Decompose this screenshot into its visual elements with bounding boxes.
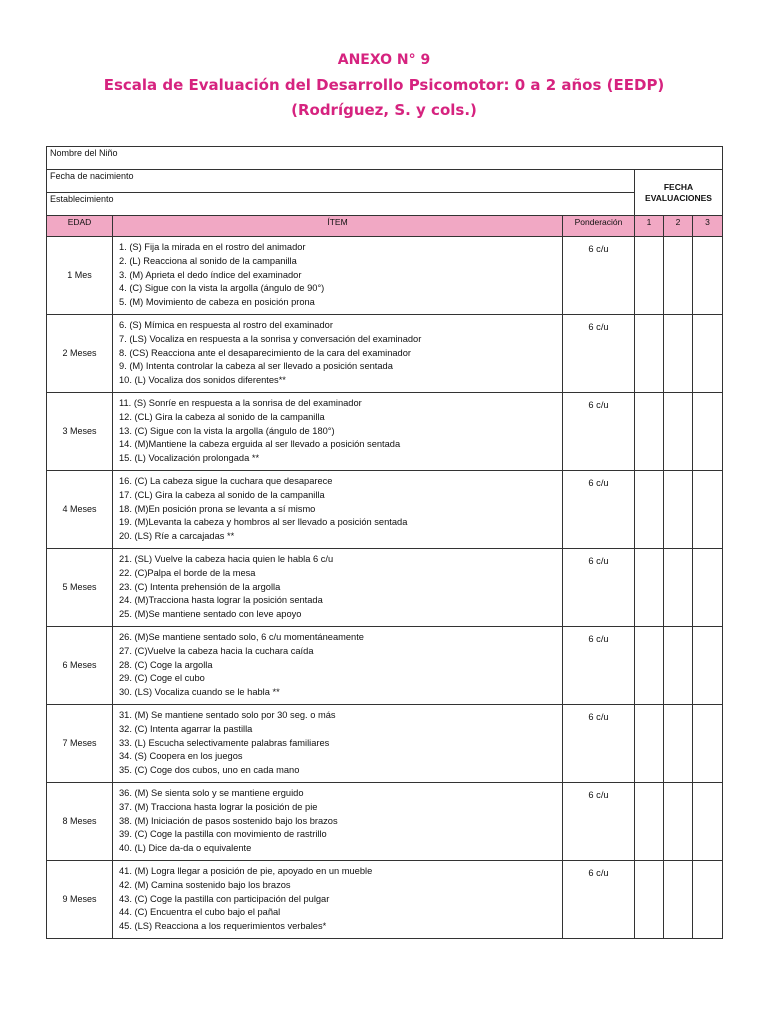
item-text: 17. (CL) Gira la cabeza al sonido de la campanilla: [119, 489, 325, 500]
weight-cell: 6 c/u: [563, 861, 635, 939]
items-cell: [113, 471, 563, 549]
evaluation-3-cell[interactable]: [693, 627, 723, 705]
item-text: 44. (C) Encuentra el cubo bajo el pañal: [119, 907, 281, 918]
item-text: 18. (M)En posición prona se levanta a sí mismo: [119, 503, 316, 514]
child-name-label: Nombre del Niño: [50, 148, 118, 158]
item-text: 12. (CL) Gira la cabeza al sonido de la campanilla: [119, 411, 325, 422]
item-text: 23. (C) Intenta prehensión de la argolla: [119, 581, 281, 592]
item-text: 20. (LS) Ríe a carcajadas **: [119, 531, 235, 542]
item-text: 31. (M) Se mantiene sentado solo por 30 seg. o más: [119, 710, 336, 720]
column-header-row: [47, 216, 723, 237]
evaluation-3-cell[interactable]: [693, 705, 723, 783]
items-cell: [113, 627, 563, 705]
birth-date-field[interactable]: [47, 170, 635, 193]
weight-cell: 6 c/u: [563, 627, 635, 705]
evaluation-1-cell[interactable]: [635, 549, 664, 627]
age-cell: 1 Mes: [47, 237, 113, 315]
item-column-header: ÍTEM: [113, 216, 563, 237]
items-cell: [113, 861, 563, 939]
item-text: 26. (M)Se mantiene sentado solo, 6 c/u momentáneamente: [119, 632, 364, 642]
child-name-field[interactable]: [47, 147, 723, 170]
evaluation-3-cell[interactable]: [693, 393, 723, 471]
item-text: 29. (C) Coge el cubo: [119, 673, 205, 684]
establishment-label: Establecimiento: [50, 194, 114, 204]
item-text: 16. (C) La cabeza sigue la cuchara que desaparece: [119, 476, 333, 486]
item-text: 6. (S) Mímica en respuesta al rostro del examinador: [119, 320, 333, 330]
item-text: 8. (CS) Reacciona ante el desaparecimiento de la cara del examinador: [119, 347, 411, 358]
evaluation-2-cell[interactable]: [664, 237, 693, 315]
scale-authors: (Rodríguez, S. y cols.): [291, 101, 477, 119]
evaluation-1-cell[interactable]: [635, 783, 664, 861]
age-group-row: [47, 549, 723, 627]
item-text: 1. (S) Fija la mirada en el rostro del animador: [119, 242, 306, 252]
items-cell: [113, 315, 563, 393]
age-group-row: [47, 861, 723, 939]
weight-cell: 6 c/u: [563, 237, 635, 315]
weight-cell: 6 c/u: [563, 393, 635, 471]
age-group-row: [47, 315, 723, 393]
item-text: 33. (L) Escucha selectivamente palabras familiares: [119, 737, 330, 748]
establishment-field[interactable]: [47, 193, 635, 216]
item-text: 25. (M)Se mantiene sentado con leve apoyo: [119, 609, 302, 620]
evaluation-3-cell[interactable]: [693, 861, 723, 939]
evaluation-3-cell[interactable]: [693, 549, 723, 627]
item-text: 40. (L) Dice da-da o equivalente: [119, 843, 252, 854]
eedp-table: [46, 146, 723, 939]
age-column-header: EDAD: [47, 216, 113, 237]
age-cell: 2 Meses: [47, 315, 113, 393]
weight-cell: 6 c/u: [563, 315, 635, 393]
evaluation-1-cell[interactable]: [635, 393, 664, 471]
eval-2-column-header: 2: [664, 216, 693, 237]
evaluation-2-cell[interactable]: [664, 315, 693, 393]
scale-title: Escala de Evaluación del Desarrollo Psicomotor: 0 a 2 años (EEDP): [103, 76, 665, 94]
evaluation-1-cell[interactable]: [635, 705, 664, 783]
item-text: 11. (S) Sonríe en respuesta a la sonrisa de del examinador: [119, 398, 362, 408]
evaluation-2-cell[interactable]: [664, 549, 693, 627]
age-group-row: [47, 627, 723, 705]
items-cell: [113, 237, 563, 315]
evaluation-3-cell[interactable]: [693, 237, 723, 315]
item-text: 14. (M)Mantiene la cabeza erguida al ser llevado a posición sentada: [119, 439, 401, 450]
item-text: 13. (C) Sigue con la vista la argolla (ángulo de 180°): [119, 425, 335, 436]
evaluation-dates-header: FECHA EVALUACIONES: [635, 170, 723, 216]
item-text: 36. (M) Se sienta solo y se mantiene erguido: [119, 788, 304, 798]
annex-title: ANEXO N° 9: [337, 52, 431, 68]
item-text: 5. (M) Movimiento de cabeza en posición prona: [119, 297, 315, 308]
age-cell: 7 Meses: [47, 705, 113, 783]
weight-cell: 6 c/u: [563, 471, 635, 549]
eval-1-column-header: 1: [635, 216, 664, 237]
items-cell: [113, 393, 563, 471]
evaluation-1-cell[interactable]: [635, 471, 664, 549]
age-cell: 9 Meses: [47, 861, 113, 939]
evaluation-1-cell[interactable]: [635, 315, 664, 393]
evaluation-2-cell[interactable]: [664, 705, 693, 783]
item-text: 28. (C) Coge la argolla: [119, 659, 213, 670]
evaluation-2-cell[interactable]: [664, 783, 693, 861]
item-text: 4. (C) Sigue con la vista la argolla (ángulo de 90°): [119, 283, 325, 294]
evaluation-3-cell[interactable]: [693, 315, 723, 393]
weight-cell: 6 c/u: [563, 783, 635, 861]
evaluation-3-cell[interactable]: [693, 471, 723, 549]
item-text: 7. (LS) Vocaliza en respuesta a la sonrisa y conversación del examinador: [119, 333, 422, 344]
item-text: 24. (M)Tracciona hasta lograr la posición sentada: [119, 595, 323, 606]
evaluation-1-cell[interactable]: [635, 627, 664, 705]
item-text: 45. (LS) Reacciona a los requerimientos verbales*: [119, 921, 327, 932]
item-text: 22. (C)Palpa el borde de la mesa: [119, 567, 256, 578]
item-text: 30. (LS) Vocaliza cuando se le habla **: [119, 687, 280, 698]
age-group-row: [47, 783, 723, 861]
evaluation-1-cell[interactable]: [635, 861, 664, 939]
evaluation-1-cell[interactable]: [635, 237, 664, 315]
items-cell: [113, 549, 563, 627]
item-text: 15. (L) Vocalización prolongada **: [119, 453, 260, 464]
item-text: 37. (M) Tracciona hasta lograr la posición de pie: [119, 801, 318, 812]
item-text: 3. (M) Aprieta el dedo índice del examinador: [119, 269, 302, 280]
items-cell: [113, 705, 563, 783]
item-text: 34. (S) Coopera en los juegos: [119, 751, 243, 762]
item-text: 39. (C) Coge la pastilla con movimiento de rastrillo: [119, 829, 327, 840]
item-text: 19. (M)Levanta la cabeza y hombros al ser llevado a posición sentada: [119, 517, 408, 528]
age-cell: 3 Meses: [47, 393, 113, 471]
age-group-row: [47, 237, 723, 315]
items-cell: [113, 783, 563, 861]
evaluation-2-cell[interactable]: [664, 471, 693, 549]
evaluation-2-cell[interactable]: [664, 627, 693, 705]
weight-column-header: Ponderación: [563, 216, 635, 237]
item-text: 9. (M) Intenta controlar la cabeza al ser llevado a posición sentada: [119, 361, 393, 372]
age-group-row: [47, 471, 723, 549]
age-cell: 6 Meses: [47, 627, 113, 705]
eval-3-column-header: 3: [693, 216, 723, 237]
evaluation-3-cell[interactable]: [693, 783, 723, 861]
birth-date-label: Fecha de nacimiento: [50, 171, 134, 181]
item-text: 32. (C) Intenta agarrar la pastilla: [119, 723, 253, 734]
weight-cell: 6 c/u: [563, 549, 635, 627]
age-group-row: [47, 393, 723, 471]
item-text: 43. (C) Coge la pastilla con participación del pulgar: [119, 893, 330, 904]
item-text: 35. (C) Coge dos cubos, uno en cada mano: [119, 765, 300, 776]
item-text: 21. (SL) Vuelve la cabeza hacia quien le habla 6 c/u: [119, 554, 334, 564]
age-group-row: [47, 705, 723, 783]
item-text: 42. (M) Camina sostenido bajo los brazos: [119, 879, 291, 890]
evaluation-2-cell[interactable]: [664, 861, 693, 939]
item-text: 38. (M) Iniciación de pasos sostenido bajo los brazos: [119, 815, 338, 826]
evaluation-2-cell[interactable]: [664, 393, 693, 471]
item-text: 10. (L) Vocaliza dos sonidos diferentes**: [119, 375, 286, 386]
age-cell: 4 Meses: [47, 471, 113, 549]
weight-cell: 6 c/u: [563, 705, 635, 783]
item-text: 2. (L) Reacciona al sonido de la campanilla: [119, 255, 297, 266]
item-text: 27. (C)Vuelve la cabeza hacia la cuchara caída: [119, 645, 314, 656]
age-cell: 8 Meses: [47, 783, 113, 861]
age-cell: 5 Meses: [47, 549, 113, 627]
item-text: 41. (M) Logra llegar a posición de pie, apoyado en un mueble: [119, 866, 373, 876]
